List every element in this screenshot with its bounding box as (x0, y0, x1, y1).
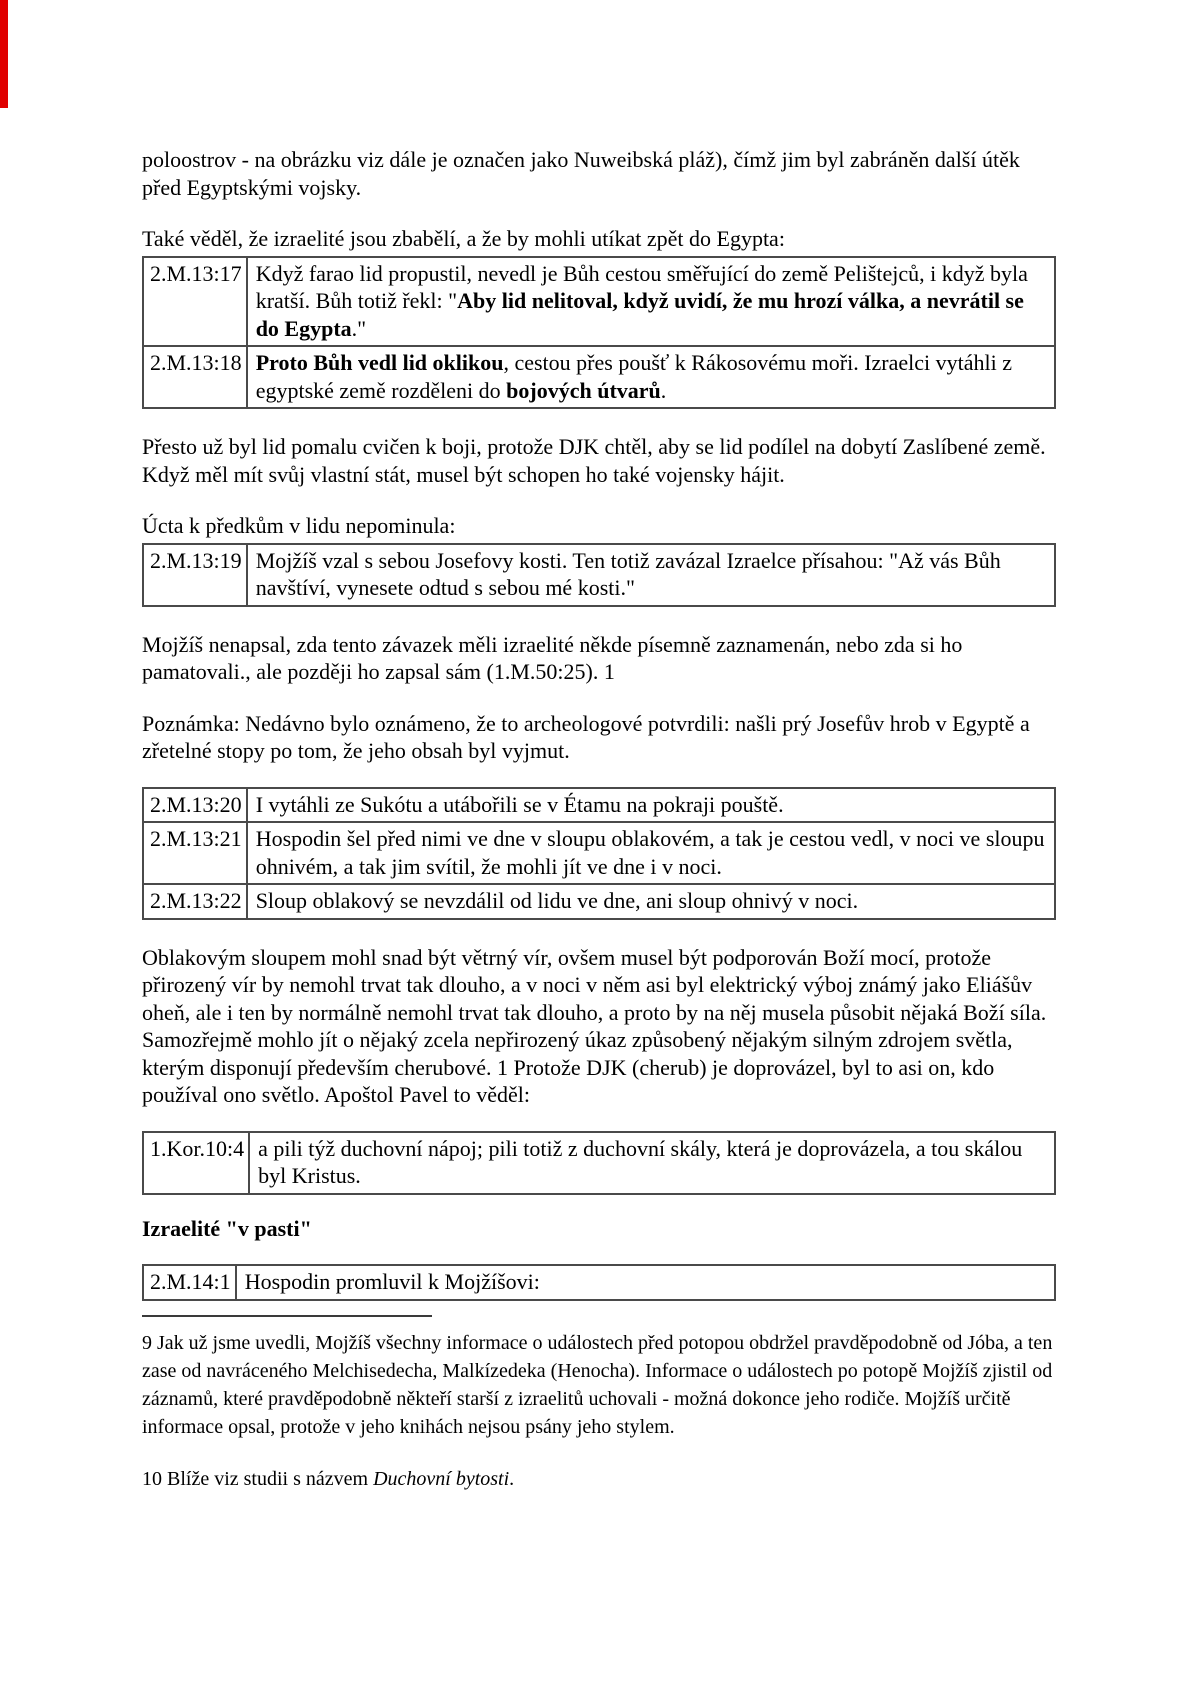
text-segment: Hospodin promluvil k Mojžíšovi: (244, 1269, 540, 1294)
verse-ref: 2.M.13:20 (143, 788, 247, 823)
verse-text (247, 544, 1055, 606)
verse-table (142, 1264, 1056, 1301)
text-segment: ." (351, 315, 367, 341)
text-segment: poloostrov - na obrázku viz dále je označen jako Nuweibská pláž), čímž jim byl zabráněn další útěk před Egyptskými vojsky. (142, 147, 1020, 200)
verse-row (143, 884, 1055, 919)
paragraph (142, 631, 1056, 686)
verse-text (247, 346, 1055, 408)
section-heading (142, 1215, 1056, 1243)
footnote-separator (142, 1315, 432, 1317)
text-segment: 9 Jak už jsme uvedli, Mojžíš všechny informace o událostech před potopou obdržel pravděpodobně od Jóba, a ten zase od navráceného Melchisedecha, Malkízedeka (Henocha). Informace o událostech po potopě Mojžíš zjistil od záznamů, které pravděpodobně někteří starší z izraelitů uchovali - možná dokonce jeho rodiče. Mojžíš určitě informace opsal, protože v jeho knihách nejsou psány jeho stylem. (142, 1331, 1053, 1438)
verse-table (142, 543, 1056, 607)
text-segment: 10 Blíže viz studii s názvem (142, 1467, 374, 1490)
text-segment: . (660, 377, 667, 403)
text-segment: Sloup oblakový se nevzdálil od lidu ve dne, ani sloup ohnivý v noci. (255, 888, 859, 913)
text-segment: Proto Bůh vedl lid oklikou (255, 350, 504, 375)
text-segment: Když farao lid propustil, nevedl je Bůh cestou směřující do země Pelištejců, i když byla kratší. Bůh totiž řekl: " (255, 260, 1028, 313)
verse-row (143, 1265, 1055, 1300)
document-body (142, 146, 1056, 1493)
text-segment: Přesto už byl lid pomalu cvičen k boji, protože DJK chtěl, aby se lid podílel na dobytí Zaslíbené země. Když měl mít svůj vlastní stát, musel být schopen ho také vojensky hájit. (142, 434, 1046, 487)
text-segment: . (509, 1467, 515, 1490)
verse-text (247, 822, 1055, 884)
paragraph (142, 710, 1056, 765)
verse-row (143, 788, 1055, 823)
footnote (142, 1329, 1056, 1441)
text-segment: a pili týž duchovní nápoj; pili totiž z duchovní skály, která je doprovázela, a tou skálou byl Kristus. (258, 1135, 1023, 1188)
verse-row (143, 544, 1055, 606)
verse-ref: 2.M.13:22 (143, 884, 247, 919)
paragraph (142, 225, 1056, 253)
verse-row (143, 822, 1055, 884)
verse-ref: 1.Kor.10:4 (143, 1132, 249, 1194)
text-segment: Oblakovým sloupem mohl snad být větrný vír, ovšem musel být podporován Boží mocí, protože přirozený vír by nemohl trvat tak dlouho, a v noci v něm asi byl elektrický výboj známý jako Eliášův oheň, ale i ten by normálně nemohl trvat tak dlouho, a proto by na něj musela působit nějaká Boží síla. Samozřejmě mohlo jít o nějaký zcela nepřirozený úkaz způsobený nějakým silným zdrojem světla, kterým disponují především cherubové. 1 Protože DJK (cherub) je doprovázel, byl to asi on, kdo používal ono světlo. Apoštol Pavel to věděl: (142, 944, 1047, 1107)
verse-text (247, 257, 1055, 347)
text-segment: , cestou přes poušť k Rákosovému moři. Izraelci vytáhli z egyptské země rozděleni do (255, 350, 1013, 403)
verse-text (236, 1265, 1055, 1300)
verse-table (142, 787, 1056, 920)
red-scan-mark (0, 0, 8, 108)
verse-text (249, 1132, 1055, 1194)
verse-ref: 2.M.13:17 (143, 257, 247, 347)
verse-ref: 2.M.14:1 (143, 1265, 236, 1300)
text-segment: bojových útvarů (506, 377, 661, 403)
footnote (142, 1465, 1056, 1493)
verse-row (143, 1132, 1055, 1194)
text-segment: Hospodin šel před nimi ve dne v sloupu oblakovém, a tak je cestou vedl, v noci ve sloupu ohnivém, a tak jim svítil, že mohli jít ve dne i v noci. (255, 826, 1045, 879)
paragraph (142, 512, 1056, 540)
text-segment: Mojžíš nenapsal, zda tento závazek měli izraelité někde písemně zaznamenán, nebo zda si ho pamatovali., ale později ho zapsal sám (1.M.50:25). 1 (142, 631, 963, 684)
verse-row (143, 346, 1055, 408)
verse-table (142, 1131, 1056, 1195)
paragraph (142, 146, 1056, 201)
paragraph (142, 433, 1056, 488)
text-segment: Aby lid nelitoval, když uvidí, že mu hrozí válka, a nevrátil se do Egypta (255, 288, 1024, 341)
verse-row (143, 257, 1055, 347)
verse-text (247, 788, 1055, 823)
paragraph (142, 944, 1056, 1109)
verse-ref: 2.M.13:21 (143, 822, 247, 884)
text-segment: Izraelité "v pasti" (142, 1215, 312, 1241)
verse-text (247, 884, 1055, 919)
text-segment: I vytáhli ze Sukótu a utábořili se v Étamu na pokraji pouště. (255, 791, 784, 817)
text-segment: Také věděl, že izraelité jsou zbabělí, a že by mohli utíkat zpět do Egypta: (142, 226, 785, 251)
verse-ref: 2.M.13:19 (143, 544, 247, 606)
text-segment: Poznámka: Nedávno bylo oznámeno, že to archeologové potvrdili: našli prý Josefův hrob v Egyptě a zřetelné stopy po tom, že jeho obsah byl vyjmut. (142, 710, 1030, 763)
text-segment: Mojžíš vzal s sebou Josefovy kosti. Ten totiž zavázal Izraelce přísahou: "Až vás Bůh navštíví, vynesete odtud s sebou mé kosti." (255, 547, 1001, 600)
text-segment: Duchovní bytosti (373, 1467, 510, 1490)
verse-ref: 2.M.13:18 (143, 346, 247, 408)
text-segment: Úcta k předkům v lidu nepominula: (142, 513, 456, 538)
verse-table (142, 256, 1056, 410)
